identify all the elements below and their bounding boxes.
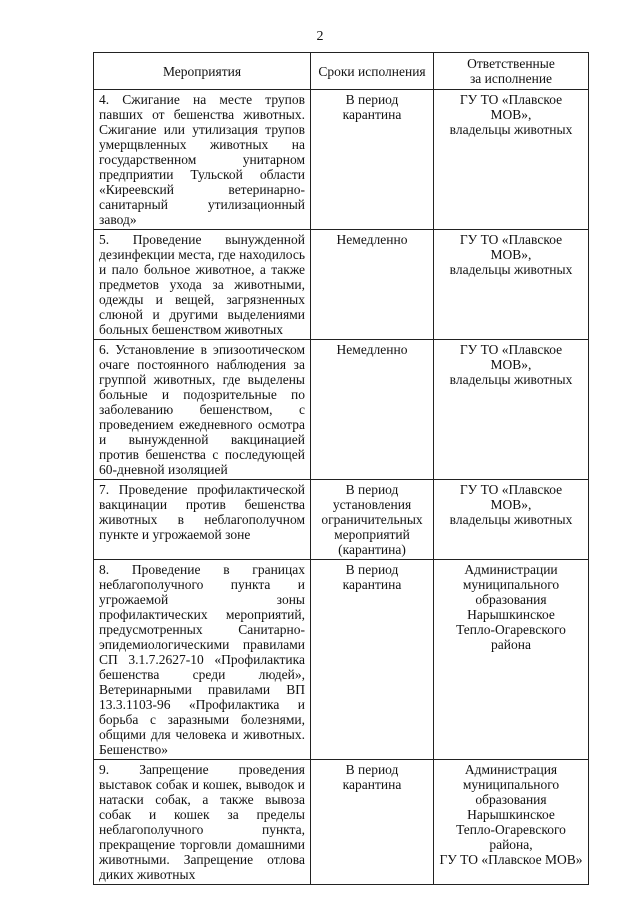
responsible-line: Администрация	[464, 762, 558, 777]
responsible-line: образования	[475, 592, 547, 607]
responsible-cell	[434, 480, 589, 560]
page-number: 2	[316, 29, 324, 44]
responsible-cell	[434, 230, 589, 340]
measure-cell: 7. Проведение профилактической вакцинации против бешенства животных в неблагополучном пункте и угрожаемой зоне	[94, 480, 311, 560]
responsible-line: муниципального	[462, 577, 560, 592]
term-cell: Немедленно	[311, 230, 434, 340]
responsible-line: Нарышкинское	[467, 607, 555, 622]
measure-cell: 6. Установление в эпизоотическом очаге постоянного наблюдения за группой животных, где выделены больные и подозрительные по заболеванию бешенством, с проведением ежедневного осмотра и вынужденной вакцинацией против бешенства с последующей 60-дневной изоляцией	[94, 340, 311, 480]
table-row	[94, 340, 589, 480]
responsible-line: Нарышкинское	[467, 807, 555, 822]
measure-cell: 5. Проведение вынужденной дезинфекции места, где находилось и пало больное животное, а также предметов ухода за животными, одежды и вещей, загрязненных слюной и другими выделениями больных бешенством животных	[94, 230, 311, 340]
header-responsible-line: за исполнение	[469, 71, 553, 86]
term-cell: В период карантина	[311, 90, 434, 230]
table-header-row	[94, 53, 589, 90]
responsible-cell	[434, 560, 589, 760]
responsible-line: Тепло-Огаревского района	[456, 622, 566, 652]
responsible-line: Тепло-Огаревского	[456, 822, 566, 837]
header-measures: Мероприятия	[94, 53, 311, 90]
responsible-cell	[434, 90, 589, 230]
term-cell: Немедленно	[311, 340, 434, 480]
responsible-line: образования	[475, 792, 547, 807]
measure-cell: 8. Проведение в границах неблагополучного пункта и угрожаемой зоны профилактических мероприятий, предусмотренных Санитарно-эпидемиологическими правилами СП 3.1.7.2627-10 «Профилактика бешенства среди людей», Ветеринарными правилами ВП 13.3.1103-96 «Профилактика и борьба с заразными болезнями, общими для человека и животных. Бешенство»	[94, 560, 311, 760]
header-responsible-line: Ответственные	[467, 56, 555, 71]
responsible-line: ГУ ТО «Плавское МОВ»	[439, 852, 583, 867]
table-row	[94, 90, 589, 230]
table-row	[94, 480, 589, 560]
table-row	[94, 230, 589, 340]
responsible-line: ГУ ТО «Плавское МОВ»,	[459, 232, 563, 262]
responsible-line: ГУ ТО «Плавское МОВ»,	[459, 482, 563, 512]
measure-cell: 9. Запрещение проведения выставок собак и кошек, выводок и натаски собак, а также вывоза собак и кошек за пределы неблагополучного пункта, прекращение торговли домашними животными. Запрещение отлова диких животных	[94, 760, 311, 885]
responsible-cell	[434, 340, 589, 480]
responsible-line: владельцы животных	[449, 512, 573, 527]
table-row	[94, 560, 589, 760]
responsible-line: ГУ ТО «Плавское МОВ»,	[459, 92, 563, 122]
responsible-cell	[434, 760, 589, 885]
responsible-line: Администрации	[464, 562, 558, 577]
table-row	[94, 760, 589, 885]
responsible-line: владельцы животных	[449, 372, 573, 387]
responsible-line: ГУ ТО «Плавское МОВ»,	[459, 342, 563, 372]
responsible-line: района,	[489, 837, 533, 852]
term-cell: В период карантина	[311, 560, 434, 760]
measures-table	[93, 52, 589, 885]
term-cell: В период карантина	[311, 760, 434, 885]
responsible-line: владельцы животных	[449, 262, 573, 277]
term-cell: В период установления ограничительных мероприятий (карантина)	[311, 480, 434, 560]
responsible-line: владельцы животных	[449, 122, 573, 137]
header-responsible	[434, 53, 589, 90]
header-terms: Сроки исполнения	[311, 53, 434, 90]
measure-cell: 4. Сжигание на месте трупов павших от бешенства животных. Сжигание или утилизация трупов умерщвленных животных на государственном унитарном предприятии Тульской области «Киреевский ветеринарно-санитарный утилизационный завод»	[94, 90, 311, 230]
responsible-line: муниципального	[462, 777, 560, 792]
